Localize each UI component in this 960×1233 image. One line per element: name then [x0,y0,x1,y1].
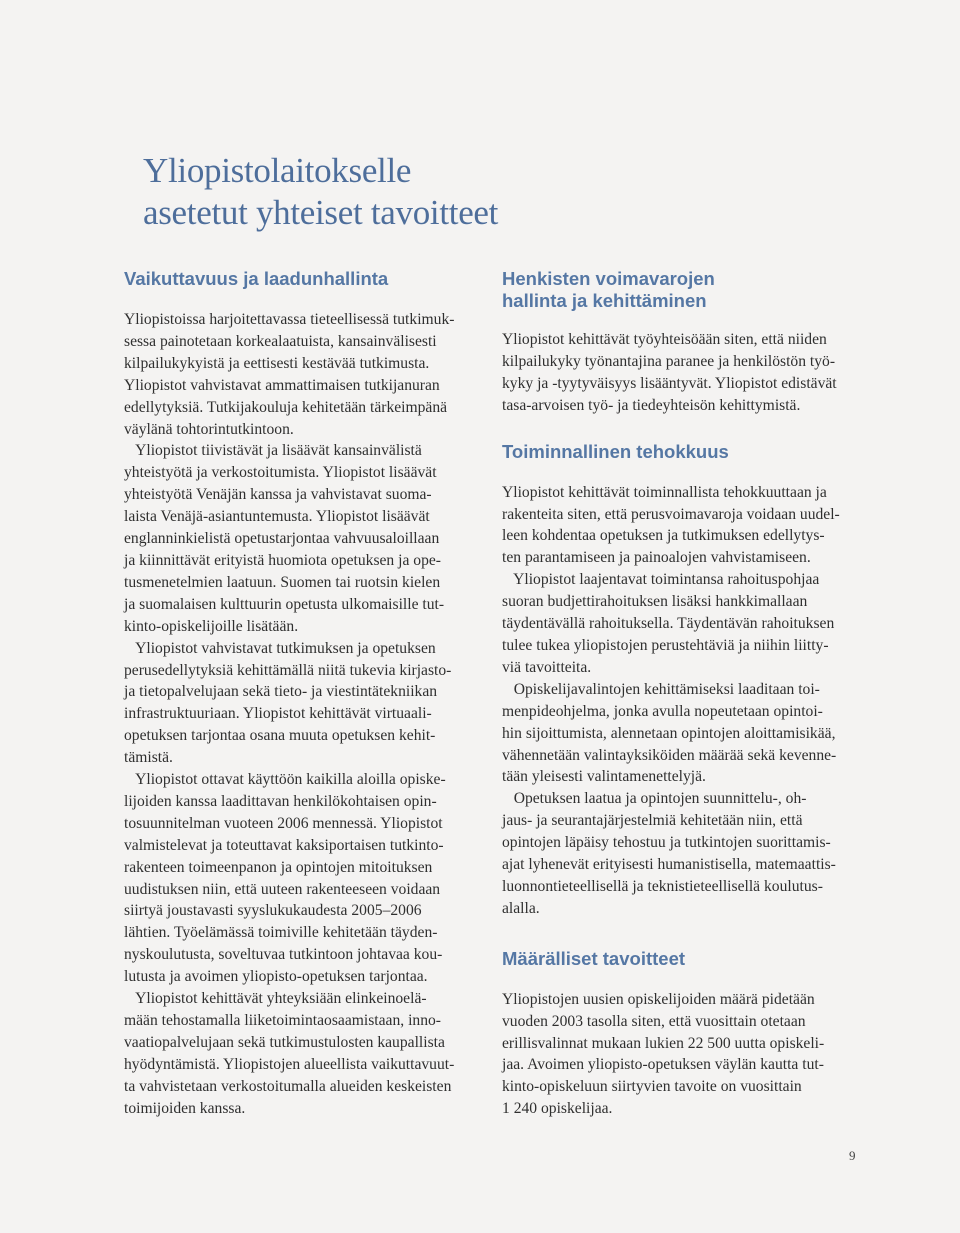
page-title-line-2: asetetut yhteiset tavoitteet [143,193,499,232]
page-title [143,150,498,234]
body-text-line: rakenteita siten, että perusvoimavaroja voidaan uudel- [502,505,840,523]
body-text-line: Yliopistot laajentavat toimintansa rahoituspohjaa [502,571,820,589]
body-text-line: lähtien. Työelämässä toimiville kehitetään täyden- [124,924,438,942]
body-text-line: ten parantamiseen ja painoalojen vahvistamiseen. [502,549,811,567]
body-text-line: Yliopistot vahvistavat tutkimuksen ja opetuksen [124,639,436,657]
body-text-line: perusedellytyksiä kehittämällä niitä tukevia kirjasto- [124,661,452,679]
body-text-line: tulee tukea yliopistojen perustehtäviä ja niihin liitty- [502,636,829,654]
body-text-line: 1 240 opiskelijaa. [502,1100,613,1118]
body-text-line: tasa-arvoisen työ- ja tiedeyhteisön kehittymistä. [502,396,801,414]
body-text-line: hin sijoittumista, alennetaan opintojen aloittamisikää, [502,724,836,742]
body-text-line: toimijoiden kanssa. [124,1099,246,1117]
body-text-line: ja kiinnittävät erityistä huomiota opetuksen ja ope- [124,551,441,569]
left-column-body [124,309,484,1120]
body-text-line: vaatiopalvelujaan sekä tutkimustulosten kaupallista [124,1033,445,1051]
right-column-sections [502,268,868,1120]
body-text-line: hyödyntämistä. Yliopistojen alueellista vaikuttavuut- [124,1055,455,1073]
section-heading [502,268,868,312]
body-text-line: opintojen läpäisy tehostuu ja tutkintojen suorittamis- [502,834,831,852]
page-number: 9 [849,1148,856,1163]
body-text-line: Yliopistot kehittävät työyhteisöään siten, että niiden [502,331,827,348]
body-text-line: lijoiden kanssa laadittavan henkilökohtaisen opin- [124,792,437,810]
left-column [124,268,484,1120]
body-text-line: vuoden 2003 tasolla siten, että vuosittain otetaan [502,1012,806,1030]
right-section [502,268,868,417]
body-text-line: mään tehostamalla liiketoimintaosaamistaan, inno- [124,1012,441,1029]
body-text-line: yhteistyötä Venäjän kanssa ja vahvistavat suoma- [124,486,432,504]
body-text-line: uudistuksen niin, että uuteen rakenteeseen voidaan [124,880,441,898]
body-text-line: kinto-opiskeluun siirtyvien tavoite on vuosittain [502,1078,802,1096]
body-text-line: Yliopistot kehittävät toiminnallista tehokkuuttaan ja [502,483,827,501]
body-text-line: ta vahvistetaan verkostoitumalla alueiden keskeisten [124,1077,452,1095]
right-section [502,948,868,1120]
body-text-line: väylänä tohtorintutkintoon. [124,420,294,438]
body-text-line: tusmenetelmien laatuun. Suomen tai ruotsin kielen [124,573,441,591]
body-text-line: Yliopistojen uusien opiskelijoiden määrä pidetään [502,990,815,1008]
right-column [502,268,868,1120]
body-text-line: jaus- ja seurantajärjestelmiä kehitetään niin, että [502,812,803,830]
body-text-line: vähennetään valintayksiköiden määrää sekä kevenne- [502,746,837,764]
body-text-line: rakenteen toimeenpanon ja opintojen mitoituksen [124,858,433,876]
section-heading-line: Määrälliset tavoitteet [502,947,686,969]
section-heading [502,441,868,463]
body-text-line: Yliopistot vahvistavat ammattimaisen tutkijanuran [124,376,440,394]
page-title-line-1: Yliopistolaitokselle [143,151,412,190]
body-text-line: nyskoulutusta, soveltuvaa tutkintoon johtavaa kou- [124,946,443,964]
body-text-line: menpideohjelma, jonka avulla nopeutetaan opintoi- [502,702,823,720]
body-text-line: luonnontieteellisellä ja teknistieteellisellä koulutus- [502,877,823,895]
body-text-line: tämistä. [124,749,173,767]
body-text-line: Yliopistot ottavat käyttöön kaikilla aloilla opiske- [124,771,446,789]
section-heading-line: Toiminnallinen tehokkuus [502,440,729,462]
section-heading-vaikuttavuus: Vaikuttavuus ja laadunhallinta [124,268,389,289]
body-text-line: kinto-opiskelijoille lisätään. [124,617,299,635]
body-text-line: opetuksen tarjontaa osana muuta opetuksen kehit- [124,727,436,745]
body-text-line: edellytyksiä. Tutkijakouluja kehitetään tärkeimpänä [124,398,448,416]
body-text-line: tosuunnitelman vuoteen 2006 mennessä. Yliopistot [124,814,443,832]
body-text-line: ja suomalaisen kulttuurin opetusta ulkomaisille tut- [124,595,445,613]
body-text-line: laista Venäjä-asiantuntemusta. Yliopistot lisäävät [124,508,430,526]
body-text-line: yhteistyötä ja verkostoitumista. Yliopistot lisäävät [124,464,437,482]
body-text-line: tään yleisesti valintamenettelyjä. [502,768,706,786]
body-text-line: Opiskelijavalintojen kehittämiseksi laaditaan toi- [502,680,820,698]
body-text-line: täydentävällä rahoituksella. Täydentävän rahoituksen [502,615,835,633]
section-heading [502,948,868,970]
body-text-line: Yliopistot tiivistävät ja lisäävät kansainvälistä [124,442,422,460]
body-text-line: leen kohdentaa opetuksen ja tutkimuksen edellytys- [502,527,825,545]
body-text-line: alalla. [502,899,540,917]
body-text-line: sessa painotetaan korkealaatuista, kansainvälisesti [124,332,437,350]
body-text-line: suoran budjettirahoituksen lisäksi hankkimallaan [502,593,808,611]
body-text-line: erillisvalinnat mukaan lukien 22 500 uutta opiskeli- [502,1034,825,1052]
section-heading-line: Henkisten voimavarojen [502,268,715,289]
body-text-line: siirtyä joustavasti syyslukukaudesta 2005–2006 [124,902,422,920]
section-heading-line: hallinta ja kehittäminen [502,290,707,311]
body-text-line: kilpailukykyistä ja eettisesti kestävää tutkimusta. [124,354,430,372]
body-text-line: Opetuksen laatua ja opintojen suunnittelu-, oh- [502,790,807,808]
body-text-line: kilpailukyky työnantajina paranee ja henkilöstön työ- [502,352,836,370]
body-text-line: englanninkielistä opetustarjontaa vahvuusaloillaan [124,530,440,548]
body-text-line: lutusta ja avoimen yliopisto-opetuksen tarjontaa. [124,968,428,986]
body-text-line: jaa. Avoimen yliopisto-opetuksen väylän kautta tut- [502,1056,824,1074]
body-text-line: viä tavoitteita. [502,658,592,676]
body-text-line: Yliopistot kehittävät yhteyksiään elinkeinoelä- [124,990,427,1008]
body-text-line: ja tietopalvelujaan sekä tieto- ja viestintätekniikan [124,683,438,701]
body-text-line: valmistelevat ja toteuttavat kaksiportaisen tutkinto- [124,836,444,854]
body-text-line: kyky ja -tyytyväisyys lisääntyvät. Yliopistot edistävät [502,374,837,392]
body-text-line: Yliopistoissa harjoitettavassa tieteellisessä tutkimuk- [124,311,455,328]
body-text-line: ajat lyhenevät erityisesti humanistisella, matemaattis- [502,856,836,874]
right-section [502,441,868,920]
body-text-line: infrastruktuuriaan. Yliopistot kehittävät virtuaali- [124,705,432,723]
